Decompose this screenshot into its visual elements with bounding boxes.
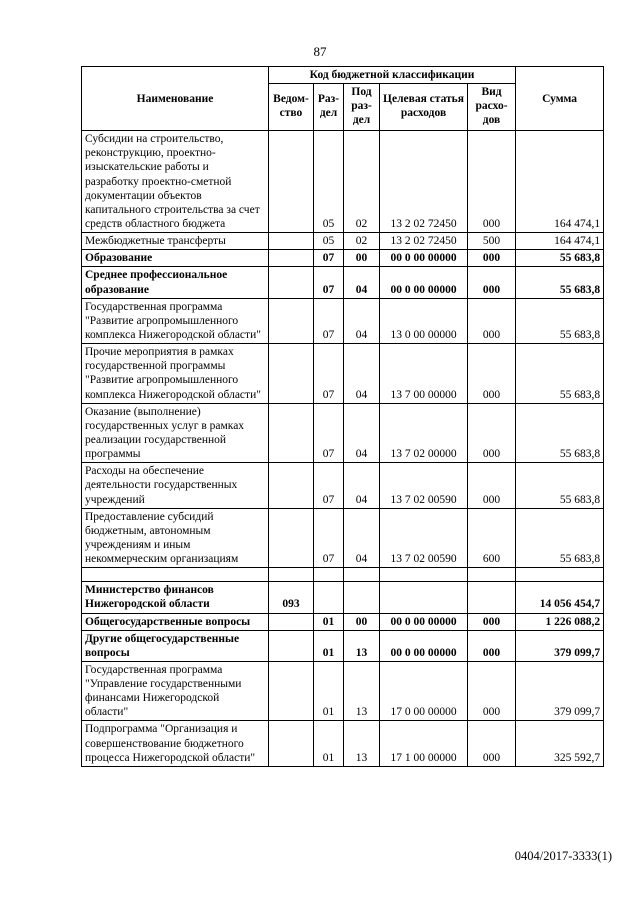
cell-name: Образование — [82, 250, 269, 267]
table-row — [82, 613, 604, 630]
cell-vedomstvo — [269, 403, 314, 463]
cell-razdel: 01 — [314, 661, 344, 721]
cell-podrazdel: 04 — [344, 463, 380, 508]
cell-name: Министерство финансов Нижегородской области — [82, 582, 269, 613]
cell-podrazdel: 04 — [344, 298, 380, 343]
cell-vedomstvo — [269, 613, 314, 630]
cell-vid: 000 — [468, 463, 516, 508]
cell-vedomstvo — [269, 463, 314, 508]
cell-vid: 000 — [468, 613, 516, 630]
table-row — [82, 344, 604, 404]
cell-target: 00 0 00 00000 — [380, 267, 468, 298]
cell-sum: 55 683,8 — [516, 250, 604, 267]
cell-razdel: 07 — [314, 403, 344, 463]
cell-sum: 55 683,8 — [516, 403, 604, 463]
table-row — [82, 582, 604, 613]
cell-razdel: 07 — [314, 267, 344, 298]
table-spacer-row — [82, 568, 604, 582]
cell-razdel: 05 — [314, 233, 344, 250]
cell-vid: 000 — [468, 267, 516, 298]
cell-name: Подпрограмма "Организация и совершенствование бюджетного процесса Нижегородской области" — [82, 721, 269, 766]
cell-razdel — [314, 582, 344, 613]
cell-vid: 000 — [468, 250, 516, 267]
cell-razdel: 01 — [314, 630, 344, 661]
cell-razdel: 05 — [314, 131, 344, 233]
budget-table — [81, 66, 604, 767]
cell-vid: 000 — [468, 403, 516, 463]
cell-sum: 14 056 454,7 — [516, 582, 604, 613]
cell-vid: 000 — [468, 630, 516, 661]
cell-vid: 600 — [468, 508, 516, 568]
cell-vedomstvo — [269, 233, 314, 250]
cell-vid: 000 — [468, 344, 516, 404]
cell-sum: 164 474,1 — [516, 131, 604, 233]
cell-podrazdel: 02 — [344, 131, 380, 233]
cell-vedomstvo — [269, 131, 314, 233]
document-code: 0404/2017-3333(1) — [514, 849, 612, 863]
cell-sum: 55 683,8 — [516, 463, 604, 508]
cell-sum: 325 592,7 — [516, 721, 604, 766]
cell-vid: 000 — [468, 298, 516, 343]
cell-target: 13 0 00 00000 — [380, 298, 468, 343]
cell-target: 13 7 02 00590 — [380, 463, 468, 508]
table-row — [82, 661, 604, 721]
header-podrazdel: Под раз-дел — [344, 84, 380, 131]
cell-name: Оказание (выполнение) государственных услуг в рамках реализации государственной программы — [82, 403, 269, 463]
header-razdel: Раз-дел — [314, 84, 344, 131]
table-row — [82, 403, 604, 463]
cell-podrazdel: 00 — [344, 250, 380, 267]
cell-vid: 500 — [468, 233, 516, 250]
table-row — [82, 298, 604, 343]
cell-vedomstvo — [269, 661, 314, 721]
cell-vedomstvo: 093 — [269, 582, 314, 613]
page-number: 87 — [313, 44, 327, 59]
cell-target: 13 2 02 72450 — [380, 131, 468, 233]
cell-vedomstvo — [269, 630, 314, 661]
cell-target: 13 7 02 00590 — [380, 508, 468, 568]
cell-podrazdel: 04 — [344, 508, 380, 568]
cell-vedomstvo — [269, 344, 314, 404]
header-classification-group: Код бюджетной классификации — [269, 67, 516, 84]
cell-sum: 1 226 088,2 — [516, 613, 604, 630]
cell-name: Среднее профессиональное образование — [82, 267, 269, 298]
table-row — [82, 131, 604, 233]
cell-name: Другие общегосударственные вопросы — [82, 630, 269, 661]
cell-name: Межбюджетные трансферты — [82, 233, 269, 250]
cell-podrazdel: 02 — [344, 233, 380, 250]
table-row — [82, 250, 604, 267]
header-vid: Вид расхо-дов — [468, 84, 516, 131]
cell-razdel — [314, 568, 344, 582]
cell-podrazdel: 04 — [344, 403, 380, 463]
cell-podrazdel: 13 — [344, 630, 380, 661]
cell-sum: 55 683,8 — [516, 267, 604, 298]
cell-sum: 55 683,8 — [516, 344, 604, 404]
cell-target: 13 7 02 00000 — [380, 403, 468, 463]
cell-name: Субсидии на строительство, реконструкцию, проектно-изыскательские работы и разработку проектно-сметной документации объектов капитального строительства за счет средств областного бюджета — [82, 131, 269, 233]
cell-vid — [468, 582, 516, 613]
cell-podrazdel: 04 — [344, 344, 380, 404]
cell-target — [380, 568, 468, 582]
cell-vedomstvo — [269, 721, 314, 766]
budget-table-body — [82, 131, 604, 767]
cell-razdel: 01 — [314, 613, 344, 630]
cell-vedomstvo — [269, 250, 314, 267]
cell-vid — [468, 568, 516, 582]
cell-name: Расходы на обеспечение деятельности государственных учреждений — [82, 463, 269, 508]
cell-vid: 000 — [468, 661, 516, 721]
cell-razdel: 07 — [314, 250, 344, 267]
cell-target: 17 0 00 00000 — [380, 661, 468, 721]
cell-vedomstvo — [269, 267, 314, 298]
cell-sum: 55 683,8 — [516, 508, 604, 568]
cell-sum: 164 474,1 — [516, 233, 604, 250]
table-row — [82, 721, 604, 766]
cell-vedomstvo — [269, 508, 314, 568]
cell-target: 00 0 00 00000 — [380, 250, 468, 267]
header-target: Целевая статья расходов — [380, 84, 468, 131]
cell-sum: 379 099,7 — [516, 661, 604, 721]
cell-sum — [516, 568, 604, 582]
cell-vedomstvo — [269, 568, 314, 582]
table-row — [82, 233, 604, 250]
cell-razdel: 01 — [314, 721, 344, 766]
cell-sum: 55 683,8 — [516, 298, 604, 343]
table-row — [82, 267, 604, 298]
cell-razdel: 07 — [314, 463, 344, 508]
header-vedomstvo: Ведом-ство — [269, 84, 314, 131]
cell-vid: 000 — [468, 721, 516, 766]
header-sum: Сумма — [516, 67, 604, 131]
cell-podrazdel: 04 — [344, 267, 380, 298]
cell-target: 13 7 00 00000 — [380, 344, 468, 404]
cell-target — [380, 582, 468, 613]
cell-razdel: 07 — [314, 508, 344, 568]
cell-target: 00 0 00 00000 — [380, 613, 468, 630]
cell-razdel: 07 — [314, 344, 344, 404]
cell-target: 00 0 00 00000 — [380, 630, 468, 661]
cell-podrazdel: 00 — [344, 613, 380, 630]
cell-sum: 379 099,7 — [516, 630, 604, 661]
cell-podrazdel: 13 — [344, 721, 380, 766]
table-row — [82, 630, 604, 661]
table-row — [82, 463, 604, 508]
cell-target: 17 1 00 00000 — [380, 721, 468, 766]
cell-podrazdel: 13 — [344, 661, 380, 721]
cell-target: 13 2 02 72450 — [380, 233, 468, 250]
cell-name: Государственная программа "Развитие агропромышленного комплекса Нижегородской области" — [82, 298, 269, 343]
cell-vid: 000 — [468, 131, 516, 233]
cell-name: Общегосударственные вопросы — [82, 613, 269, 630]
cell-podrazdel — [344, 582, 380, 613]
cell-razdel: 07 — [314, 298, 344, 343]
cell-vedomstvo — [269, 298, 314, 343]
cell-name: Предоставление субсидий бюджетным, автономным учреждениям и иным некоммерческим организациям — [82, 508, 269, 568]
cell-name — [82, 568, 269, 582]
table-row — [82, 508, 604, 568]
cell-name: Прочие мероприятия в рамках государственной программы "Развитие агропромышленного комплекса Нижегородской области" — [82, 344, 269, 404]
cell-podrazdel — [344, 568, 380, 582]
cell-name: Государственная программа "Управление государственными финансами Нижегородской области" — [82, 661, 269, 721]
header-name: Наименование — [82, 67, 269, 131]
